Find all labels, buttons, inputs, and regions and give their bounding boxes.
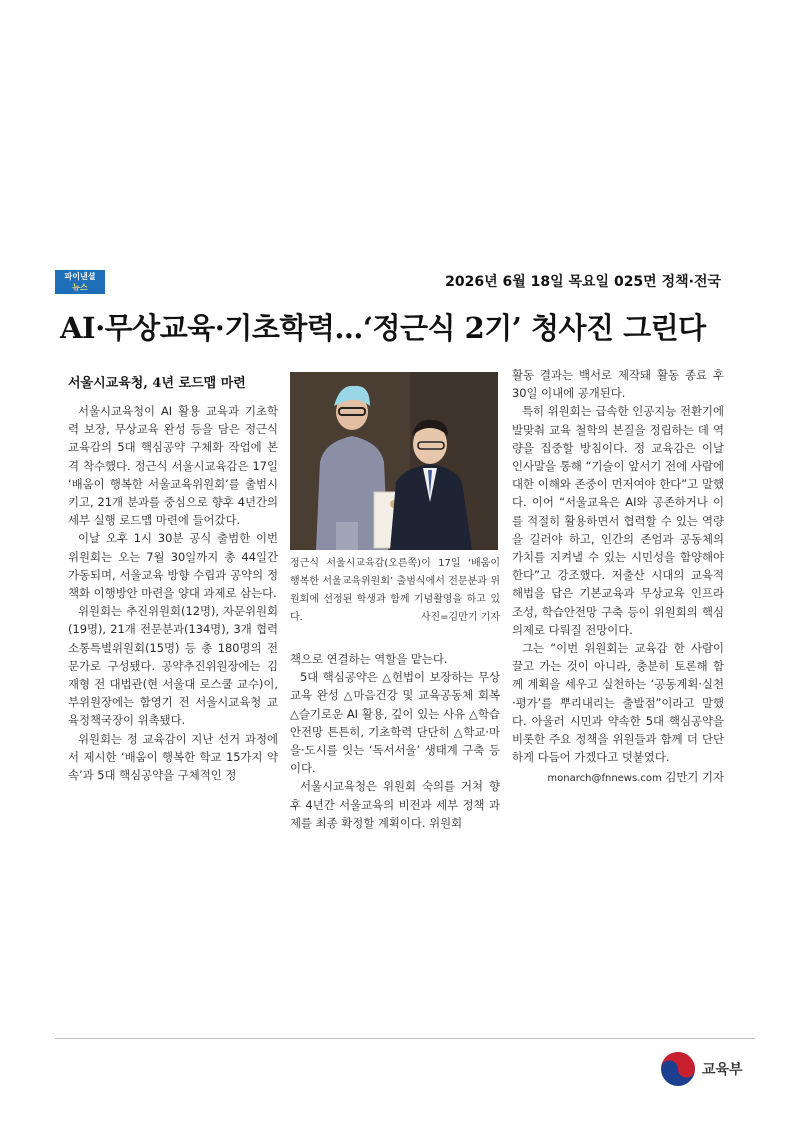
caption-text: 정근식 서울시교육감(오른쪽)이 17일 ‘배움이 행복한 서울교육위원회’ 출범식에서 전문분과 위원회에 선정된 학생과 함께 기념촬영을 하고 있다. (290, 558, 500, 623)
taegeuk-icon (660, 1051, 696, 1087)
headline: AI·무상교육·기초학력…‘정근식 2기’ 청사진 그린다 (60, 311, 706, 345)
paragraph: 특히 위원회는 급속한 인공지능 전환기에 발맞춰 교육 철학의 본질을 정립하는 데 역량을 집중할 방침이다. 정 교육감은 이날 인사말을 통해 “기술이 앞서기 전에 사람에 대한 이해와 존중이 먼저여야 한다”고 말했다. 이어 “서울교육은 AI와 공존하거나 이를 적절히 활용하면서 협력할 수 있는 역량을 길러야 하고, 인간의 존엄과 공동체의 가치를 지켜낼 수 있는 시민성을 함양해야 한다”고 강조했다. 저출산 시대의 교육적 해법을 답은 기본교육과 무상교육 인프라 조성, 학습안전망 구축 등이 위원회의 핵심 의제로 다뤄질 전망이다. (512, 404, 724, 637)
footer-divider (55, 1038, 755, 1039)
ministry-name: 교육부 (702, 1062, 743, 1078)
photo-caption (290, 555, 500, 627)
paragraph: 책으로 연결하는 역할을 맡는다. (290, 652, 448, 666)
ministry-logo (660, 1051, 743, 1087)
paragraph: 서울시교육청이 AI 활용 교육과 기초학력 보장, 무상교육 완성 등을 담은 정근식 교육감의 5대 핵심공약 구체화 작업에 본격 착수했다. 정근식 서울시교육감은 17일 ‘배움이 행복한 서울교육위원회’를 출범시키고, 21개 분과를 중심으로 향후 4년간의 세부 실행 로드맵 마련에 들어갔다. (68, 404, 278, 528)
newspaper-logo (55, 270, 105, 294)
reporter-name: 김만기 기자 (665, 770, 724, 785)
paragraph: 서울시교육청은 위원회 숙의를 거쳐 향후 4년간 서울교육의 비전과 세부 정책 과제를 최종 확정할 계획이다. 위원회 (290, 779, 500, 830)
subheadline: 서울시교육청, 4년 로드맵 마련 (68, 376, 246, 391)
photo-illustration (290, 372, 498, 550)
article-photo (290, 372, 498, 550)
article-column-1 (68, 402, 278, 784)
paragraph: 이날 오후 1시 30분 공식 출범한 이번 위원회는 오는 7월 30일까지 총 44일간 가동되며, 서울교육 방향 수립과 공약의 정책화 이행방안 마련을 양대 과제로 삼는다. (68, 531, 278, 601)
byline (512, 768, 724, 788)
logo-line2: 뉴스 (72, 283, 88, 292)
paragraph: 5대 핵심공약은 △헌법이 보장하는 무상교육 완성 △마음건강 및 교육공동체 회복 △슬기로운 AI 활용, 깊이 있는 사유 △학습안전망 튼튼히, 기초학력 단단히 △학교·마을·도시를 잇는 ‘독서서울’ 생태계 구축 등이다. (290, 670, 500, 776)
dateline: 2026년 6월 18일 목요일 025면 정책·전국 (445, 274, 721, 290)
paragraph: 그는 “이번 위원회는 교육감 한 사람이 끌고 가는 것이 아니라, 충분히 토론해 함께 계획을 세우고 실천하는 ‘공동계획·실천·평가’를 뿌리내리는 출발점”이라고 말했다. 아울러 시민과 약속한 5대 핵심공약을 비롯한 주요 정책을 위원들과 함께 더 단단하게 다듬어 가겠다고 덧붙였다. (512, 641, 724, 765)
article-column-3 (512, 366, 724, 789)
reporter-email: monarch@fnnews.com (547, 773, 662, 785)
photo-credit: 사진=김만기 기자 (420, 612, 500, 623)
logo-line1: 파이낸셜 (64, 272, 96, 281)
paragraph: 위원회는 정 교육감이 지난 선거 과정에서 제시한 ‘배움이 행복한 학교 15가지 약속’과 5대 핵심공약을 구체적인 정 (68, 731, 278, 783)
paragraph: 위원회는 추진위원회(12명), 자문위원회(19명), 21개 전문분과(134명), 3개 협력소통특별위원회(15명) 등 총 180명의 전문가로 구성됐다. 공약추진위원장에는 김재형 전 대법관(현 서울대 로스쿨 교수)이, 부위원장에는 함영기 전 서울시교육청 교육정책국장이 위촉됐다. (68, 604, 278, 728)
article-column-2 (290, 650, 500, 832)
paragraph: 활동 결과는 백서로 제작돼 활동 종료 후 30일 이내에 공개된다. (512, 368, 724, 401)
